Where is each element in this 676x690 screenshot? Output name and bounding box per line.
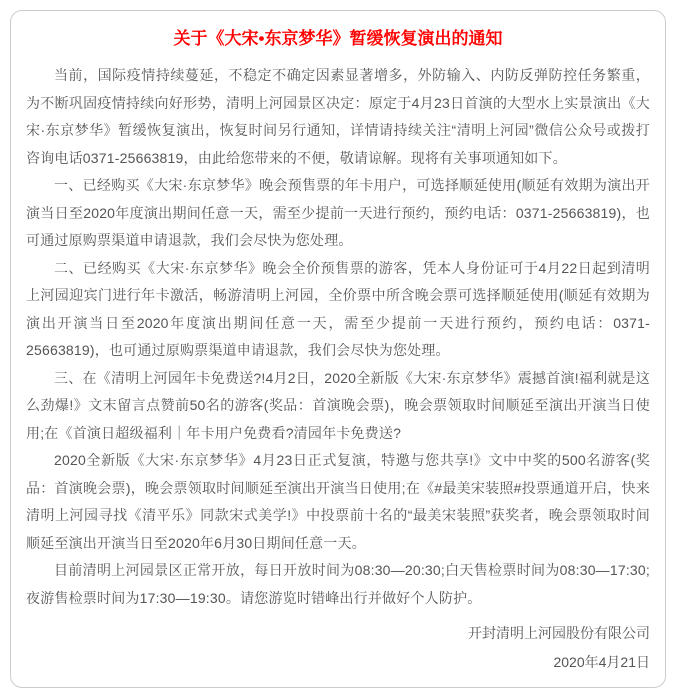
notice-paragraph-opening-hours: 目前清明上河园景区正常开放，每日开放时间为08:30—20:30;白天售检票时间为08:30—17:30;夜游售检票时间为17:30—19:30。请您游览时错峰出行并做好个人防护。 — [26, 562, 650, 606]
notice-title: 关于《大宋•东京梦华》暂缓恢复演出的通知 — [173, 29, 503, 48]
notice-paragraph-item2: 二、已经购买《大宋·东京梦华》晚会全价预售票的游客，凭本人身份证可于4月22日起到清明上河园迎宾门进行年卡激活，畅游清明上河园，全价票中所含晚会票可选择顺延使用(顺延有效期为演出开演当日至2020年度演出期间任意一天，需至少提前一天进行预约，预约电话：0371-25663819)，也可通过原购票渠道申请退款，我们会尽快为您处理。 — [26, 259, 650, 358]
notice-paragraph-item3-continued: 2020全新版《大宋·东京梦华》4月23日正式复演，特邀与您共享!》文中中奖的500名游客(奖品：首演晚会票)，晚会票领取时间顺延至演出开演当日使用;在《#最美宋装照#投票通道开启，快来清明上河园寻找《清平乐》同款宋式美学!》中投票前十名的“最美宋装照”获奖者，晚会票领取时间顺延至演出开演当日至2020年6月30日期间任意一天。 — [26, 452, 650, 551]
signature-date: 2020年4月21日 — [553, 654, 650, 670]
signature-company: 开封清明上河园股份有限公司 — [468, 625, 650, 641]
notice-paragraph-item1: 一、已经购买《大宋·东京梦华》晚会预售票的年卡用户，可选择顺延使用(顺延有效期为演出开演当日至2020年度演出期间任意一天，需至少提前一天进行预约，预约电话：0371-25663819)，也可通过原购票渠道申请退款，我们会尽快为您处理。 — [26, 177, 650, 248]
notice-paragraph-item3: 三、在《清明上河园年卡免费送?!4月2日，2020全新版《大宋·东京梦华》震撼首演!福利就是这么劲爆!》文末留言点赞前50名的游客(奖品：首演晚会票)，晚会票领取时间顺延至演出开演当日使用;在《首演日超级福利｜年卡用户免费看?清园年卡免费送? — [26, 369, 650, 441]
notice-card — [10, 10, 666, 688]
notice-paragraph-intro: 当前，国际疫情持续蔓延，不稳定不确定因素显著增多，外防输入、内防反弹防控任务繁重，为不断巩固疫情持续向好形势，清明上河园景区决定：原定于4月23日首演的大型水上实景演出《大宋·东京梦华》暂缓恢复演出，恢复时间另行通知，详情请持续关注“清明上河园”微信公众号或拨打咨询电话0371-25663819，由此给您带来的不便，敬请谅解。现将有关事项通知如下。 — [26, 67, 650, 166]
